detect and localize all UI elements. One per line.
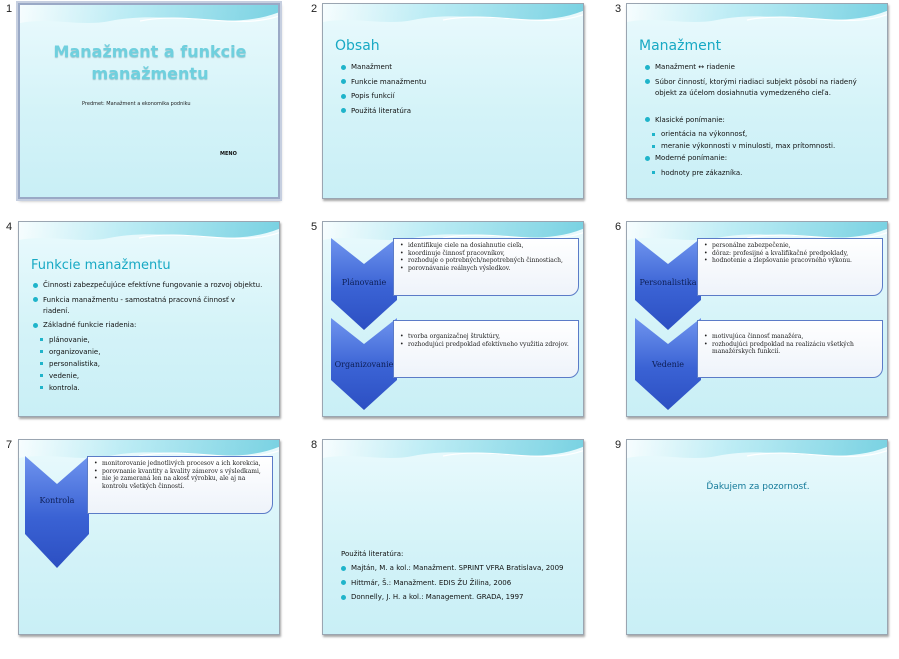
description-box <box>697 238 883 296</box>
list-item: Donnelly, J. H. a kol.: Management. GRADA, 1997 <box>341 592 573 603</box>
list-item: Manažment <box>341 62 426 73</box>
description-box <box>393 238 579 296</box>
list-item: Funkcie manažmentu <box>341 77 426 88</box>
literature-heading: Použitá literatúra: <box>341 550 404 558</box>
description-box <box>697 320 883 378</box>
list-item: hodnoty pre zákazníka. <box>645 168 875 179</box>
slide-thumbnail-2[interactable] <box>322 3 584 199</box>
list-item: meranie výkonnosti v minulosti, max prítomnosti. <box>645 141 875 152</box>
list-item: • hodnotenie a zlepšovanie pracovného výkonu. <box>704 257 876 265</box>
list-item: • rozhoduje o potrebných/nepotrebných činnostiach, <box>400 257 572 265</box>
function-label: Personalistika <box>639 278 697 287</box>
list-item: Použitá literatúra <box>341 106 426 117</box>
slide-thumbnail-6[interactable] <box>626 221 888 417</box>
list-item: personalistika, <box>33 359 263 370</box>
list-item: Manažment ↔ riadenie <box>645 62 875 73</box>
list-item: • nie je zameraná len na akosť výrobku, ale aj na kontrolu všetkých činností. <box>94 475 266 490</box>
list-item: • rozhodujúci predpoklad efektívneho využitia zdrojov. <box>400 341 572 349</box>
list-item: • rozhodujúci predpoklad na realizáciu všetkých manažérskych funkcií. <box>704 341 876 356</box>
slide-subtitle: Predmet: Manažment a ekonomika podniku <box>82 101 191 107</box>
bullet-list <box>33 280 263 395</box>
slide-author: MENO <box>220 151 237 157</box>
description-box <box>87 456 273 514</box>
function-label: Vedenie <box>651 360 685 369</box>
slide-thumbnail-1[interactable] <box>18 3 280 199</box>
list-item: organizovanie, <box>33 347 263 358</box>
list-item: Základné funkcie riadenia: <box>33 320 263 331</box>
bullet-list <box>341 563 573 607</box>
function-label: Kontrola <box>39 496 75 505</box>
bullet-list <box>341 62 426 120</box>
slide-thumbnail-5[interactable] <box>322 221 584 417</box>
list-item: • porovnanie kvantity a kvality zámerov s výsledkami, <box>94 468 266 476</box>
slide-title: Funkcie manažmentu <box>31 258 171 273</box>
slide-number: 2 <box>311 3 318 15</box>
list-item: vedenie, <box>33 371 263 382</box>
list-item: Súbor činností, ktorými riadiaci subjekt pôsobí na riadený objekt za účelom dosiahnutia vymedzeného cieľa. <box>645 77 875 99</box>
thanks-text: Ďakujem za pozornosť. <box>706 482 810 492</box>
list-item: Hittmár, Š.: Manažment. EDIS ŽU Žilina, 2006 <box>341 578 573 589</box>
bullet-list <box>645 62 875 180</box>
list-item: Moderné ponímanie: <box>645 153 875 164</box>
slide-number: 7 <box>6 439 13 451</box>
list-item: • motivujúca činnosť manažéra, <box>704 333 876 341</box>
list-item: plánovanie, <box>33 335 263 346</box>
description-box <box>393 320 579 378</box>
list-item: Funkcia manažmentu - samostatná pracovná činnosť v riadení. <box>33 295 263 317</box>
list-item: • dôraz: profesijné a kvalifikačné predpoklady, <box>704 250 876 258</box>
slide-thumbnail-3[interactable] <box>626 3 888 199</box>
chevron-down-icon <box>25 456 89 568</box>
slide-number: 6 <box>615 221 622 233</box>
function-label: Organizovanie <box>334 360 394 369</box>
list-item: Činnosti zabezpečujúce efektívne fungovanie a rozvoj objektu. <box>33 280 263 291</box>
list-item: • tvorba organizačnej štruktúry, <box>400 333 572 341</box>
list-item: Majtán, M. a kol.: Manažment. SPRINT VFRA Bratislava, 2009 <box>341 563 573 574</box>
list-item: Klasické ponímanie: <box>645 115 875 126</box>
list-item: • identifikuje ciele na dosiahnutie cieľa, <box>400 242 572 250</box>
list-item: • porovnávanie reálnych výsledkov. <box>400 265 572 273</box>
list-item: • koordinuje činnosť pracovníkov, <box>400 250 572 258</box>
slide-number: 8 <box>311 439 318 451</box>
slide-title: Manažment <box>639 38 722 54</box>
list-item: • monitorovanie jednotlivých procesov a ich korekcia, <box>94 460 266 468</box>
slide-number: 3 <box>615 3 622 15</box>
slide-thumbnail-9[interactable] <box>626 439 888 635</box>
slide-thumbnail-7[interactable] <box>18 439 280 635</box>
list-item: • personálne zabezpečenie, <box>704 242 876 250</box>
slide-title: Manažment a funkcie manažmentu <box>53 42 247 83</box>
slide-thumbnail-4[interactable] <box>18 221 280 417</box>
slide-thumbnail-8[interactable] <box>322 439 584 635</box>
list-item: orientácia na výkonnosť, <box>645 129 875 140</box>
slide-number: 9 <box>615 439 622 451</box>
slide-number: 1 <box>6 3 13 15</box>
function-label: Plánovanie <box>341 278 387 287</box>
slide-number: 5 <box>311 221 318 233</box>
slide-number: 4 <box>6 221 13 233</box>
list-item: Popis funkcií <box>341 91 426 102</box>
slide-title: Obsah <box>335 38 380 54</box>
list-item: kontrola. <box>33 383 263 394</box>
